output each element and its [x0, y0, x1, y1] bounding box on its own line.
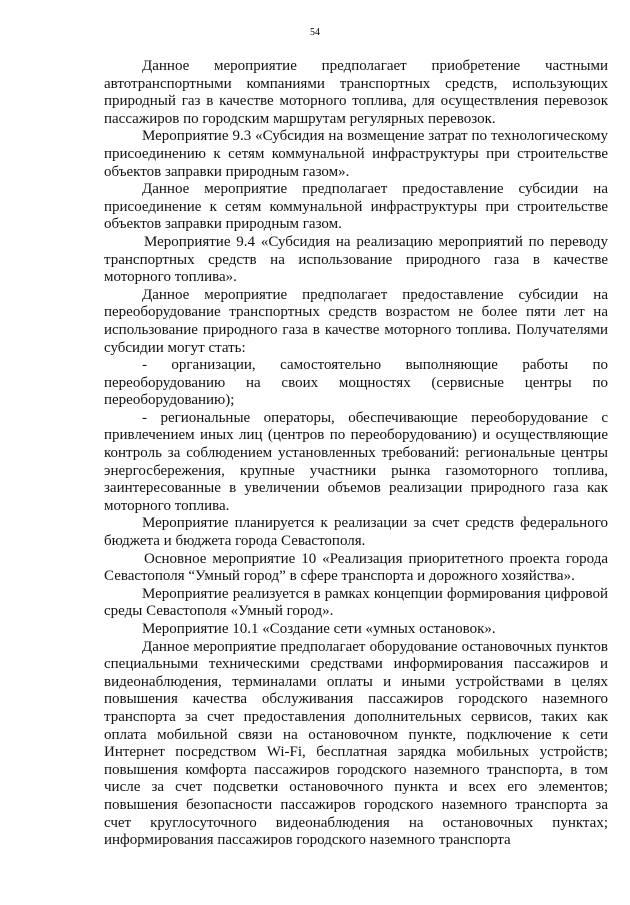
- paragraph-8: Мероприятие реализуется в рамках концепции формирования цифровой среды Севастополя «Умный город».: [104, 585, 608, 620]
- paragraph-3: Данное мероприятие предполагает предоставление субсидии на присоединение к сетям коммунальной инфраструктуры при строительстве объектов заправки природным газом.: [104, 181, 608, 233]
- paragraph-6: Мероприятие планируется к реализации за счет средств федерального бюджета и бюджета города Севастополя.: [104, 515, 608, 550]
- paragraph-1: Данное мероприятие предполагает приобретение частными автотранспортными компаниями транспортных средств, использующих природный газ в качестве моторного топлива, для осуществления перевозок пассажиров по городским маршрутам регулярных перевозок.: [104, 58, 608, 127]
- page-number: 54: [310, 27, 320, 38]
- document-body: [104, 58, 608, 850]
- paragraph-10: Данное мероприятие предполагает оборудование остановочных пунктов специальными техническими средствами информирования пассажиров и видеонаблюдения, терминалами оплаты и иными устройствами в целях повышения качества обслуживания пассажиров городского наземного транспорта за счет предоставления дополнительных сервисов, таких как оплата мобильной связи на остановочном пункте, подключение к сети Интернет посредством Wi-Fi, бесплатная зарядка мобильных устройств; повышения комфорта пассажиров городского наземного транспорта, в том числе за счет подсветки остановочного пункта и всех его элементов; повышения безопасности пассажиров городского наземного транспорта за счет круглосуточного видеонаблюдения на остановочных пунктах; информирования пассажиров городского наземного транспорта: [104, 638, 608, 849]
- list-item-1: - организации, самостоятельно выполняющие работы по переоборудованию на своих мощностях (сервисные центры по переоборудованию);: [104, 357, 608, 409]
- paragraph-2: Мероприятие 9.3 «Субсидия на возмещение затрат по технологическому присоединению к сетям коммунальной инфраструктуры при строительстве объектов заправки природным газом».: [104, 128, 608, 180]
- paragraph-5: Данное мероприятие предполагает предоставление субсидии на переоборудование транспортных средств возрастом не более пяти лет на использование природного газа в качестве моторного топлива. Получателями субсидии могут стать:: [104, 286, 608, 356]
- paragraph-7: Основное мероприятие 10 «Реализация приоритетного проекта города Севастополя “Умный город” в сфере транспорта и дорожного хозяйства».: [104, 550, 608, 585]
- list-item-2: - региональные операторы, обеспечивающие переоборудование с привлечением иных лиц (центров по переоборудованию) и осуществляющие контроль за соблюдением установленных требований: региональные центры энергосбережения, крупные участники рынка газомоторного топлива, заинтересованные в увеличении объемов реализации природного газа как моторного топлива.: [104, 409, 608, 514]
- paragraph-9: Мероприятие 10.1 «Создание сети «умных остановок».: [142, 621, 496, 637]
- paragraph-4: Мероприятие 9.4 «Субсидия на реализацию мероприятий по переводу транспортных средств на использование природного газа в качестве моторного топлива».: [104, 233, 608, 286]
